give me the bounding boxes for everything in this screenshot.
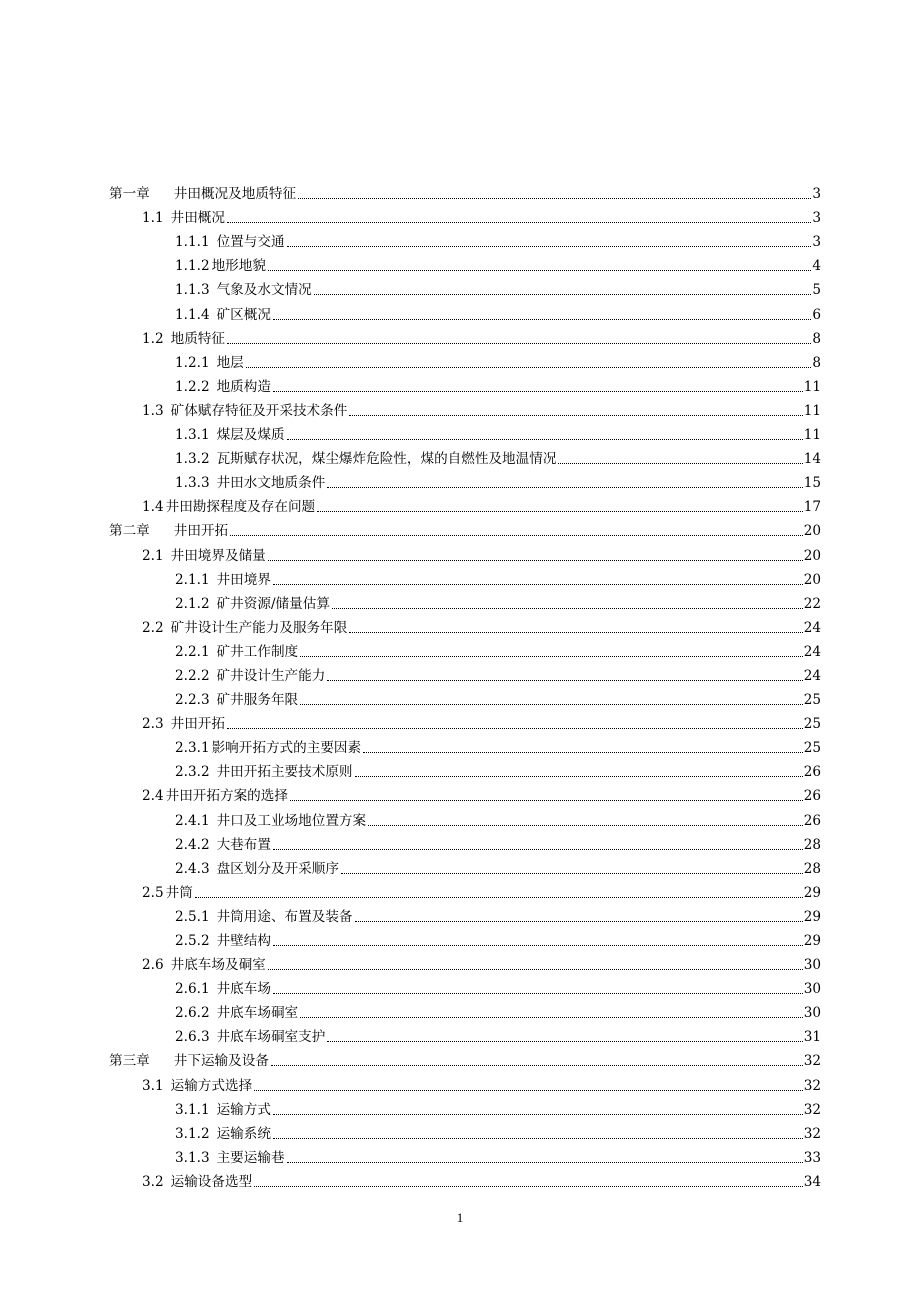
toc-entry-page: 8 [812, 330, 821, 347]
toc-dot-leader [268, 560, 803, 561]
toc-entry-title: 井田境界 [216, 571, 271, 588]
toc-entry-page: 3 [812, 186, 821, 203]
toc-entry-title: 矿区概况 [216, 306, 271, 323]
toc-entry-number: 2.4.2 [175, 836, 210, 853]
toc-entry[interactable] [109, 250, 821, 274]
toc-entry-title: 地形地貌 [211, 258, 266, 275]
toc-entry-title: 井田水文地质条件 [216, 475, 326, 492]
toc-entry-number: 3.1.2 [175, 1125, 210, 1142]
toc-entry-page: 25 [803, 716, 821, 733]
toc-entry-number: 第一章 [109, 186, 150, 203]
toc-dot-leader [230, 535, 803, 536]
toc-entry-number: 1.1.2 [175, 258, 210, 275]
toc-dot-leader [227, 222, 811, 223]
toc-entry-page: 32 [803, 1125, 821, 1142]
toc-dot-leader [314, 294, 812, 295]
toc-entry-number: 2.1.2 [175, 595, 210, 612]
toc-dot-leader [287, 439, 803, 440]
toc-entry-title: 瓦斯赋存状况，煤尘爆炸危险性，煤的自燃性及地温情况 [216, 451, 557, 468]
toc-dot-leader [355, 921, 803, 922]
toc-entry-number: 2.3 [142, 716, 164, 733]
toc-entry[interactable] [109, 949, 821, 973]
toc-entry[interactable] [109, 226, 821, 250]
toc-entry[interactable] [109, 274, 821, 298]
toc-dot-leader [287, 1162, 803, 1163]
toc-dot-leader [268, 270, 811, 271]
toc-entry-title: 位置与交通 [216, 234, 285, 251]
toc-entry-page: 28 [803, 836, 821, 853]
toc-entry[interactable] [109, 1069, 821, 1093]
toc-entry-title: 矿体赋存特征及开采技术条件 [170, 402, 348, 419]
toc-entry-number: 1.4 [142, 499, 164, 516]
toc-dot-leader [327, 1041, 802, 1042]
toc-entry-number: 2.1.1 [175, 571, 210, 588]
toc-entry[interactable] [109, 829, 821, 853]
toc-entry-page: 24 [803, 619, 821, 636]
toc-entry-title: 井底车场 [216, 981, 271, 998]
toc-entry-title: 井底车场硐室 [216, 1005, 299, 1022]
toc-entry-title: 井田勘探程度及存在问题 [165, 499, 316, 516]
toc-entry[interactable] [109, 323, 821, 347]
toc-entry-page: 5 [812, 282, 821, 299]
toc-entry[interactable] [109, 925, 821, 949]
toc-entry-number: 1.1 [142, 210, 164, 227]
toc-entry-number: 1.2.2 [175, 378, 210, 395]
toc-entry-title: 矿井设计生产能力及服务年限 [170, 619, 348, 636]
toc-entry[interactable] [109, 564, 821, 588]
toc-entry-title: 井田开拓主要技术原则 [216, 764, 353, 781]
toc-entry-title: 影响开拓方式的主要因素 [211, 740, 362, 757]
toc-entry-title: 地质构造 [216, 378, 271, 395]
toc-entry-title: 井壁结构 [216, 933, 271, 949]
toc-dot-leader [273, 319, 811, 320]
toc-entry-number: 2.6 [142, 957, 164, 974]
toc-entry-number: 第三章 [109, 1053, 150, 1070]
toc-entry[interactable] [109, 515, 821, 539]
toc-entry-page: 29 [803, 884, 821, 901]
toc-dot-leader [363, 752, 803, 753]
toc-entry-title: 井田开拓 [173, 523, 229, 540]
toc-entry-title: 井底车场及硐室 [170, 957, 266, 974]
toc-entry[interactable] [109, 901, 821, 925]
toc-entry[interactable] [109, 347, 821, 371]
toc-entry[interactable] [109, 178, 821, 202]
toc-entry-number: 2.6.1 [175, 981, 210, 998]
toc-entry-number: 1.2 [142, 330, 164, 347]
toc-entry-title: 矿井工作制度 [216, 643, 299, 660]
toc-dot-leader [341, 873, 803, 874]
toc-entry[interactable] [109, 491, 821, 515]
toc-entry-page: 26 [803, 812, 821, 829]
toc-dot-leader [300, 1017, 803, 1018]
toc-entry-page: 25 [803, 692, 821, 709]
toc-entry-page: 11 [803, 402, 821, 419]
toc-entry-number: 3.2 [142, 1173, 164, 1190]
toc-dot-leader [368, 825, 803, 826]
toc-entry-title: 矿井设计生产能力 [216, 667, 326, 684]
toc-entry-page: 28 [803, 860, 821, 877]
toc-entry-page: 3 [812, 210, 821, 227]
toc-entry[interactable] [109, 756, 821, 780]
toc-entry-number: 2.2.1 [175, 643, 210, 660]
toc-entry-number: 1.3.1 [175, 427, 210, 444]
toc-entry[interactable] [109, 539, 821, 563]
page-number: 1 [456, 1210, 464, 1225]
toc-entry-title: 运输方式 [216, 1101, 271, 1118]
toc-entry-page: 3 [812, 234, 821, 251]
toc-entry-page: 34 [803, 1173, 821, 1190]
toc-dot-leader [227, 343, 811, 344]
toc-entry[interactable] [109, 732, 821, 756]
toc-entry-number: 1.3.3 [175, 475, 210, 492]
toc-entry-title: 井筒 [165, 884, 193, 901]
toc-entry[interactable] [109, 202, 821, 226]
toc-entry-title: 井田境界及储量 [170, 547, 266, 564]
toc-entry-page: 30 [803, 1005, 821, 1022]
toc-entry-title: 井田开拓方案的选择 [165, 788, 288, 805]
toc-entry[interactable] [109, 997, 821, 1021]
toc-entry[interactable] [109, 612, 821, 636]
toc-entry-page: 25 [803, 740, 821, 757]
toc-entry-number: 1.3 [142, 402, 164, 419]
toc-entry-page: 17 [803, 499, 821, 516]
toc-dot-leader [246, 367, 812, 368]
toc-entry[interactable] [109, 1118, 821, 1142]
toc-entry-number: 3.1.1 [175, 1101, 210, 1118]
toc-entry-title: 运输设备选型 [170, 1173, 253, 1190]
toc-entry[interactable] [109, 660, 821, 684]
toc-entry[interactable] [109, 419, 821, 443]
toc-entry-title: 井筒用途、布置及装备 [216, 908, 353, 925]
toc-entry-page: 20 [803, 571, 821, 588]
toc-entry-page: 26 [803, 788, 821, 805]
toc-entry-number: 2.3.1 [175, 740, 210, 757]
toc-entry[interactable] [109, 467, 821, 491]
toc-dot-leader [298, 198, 811, 199]
toc-entry[interactable] [109, 1166, 821, 1190]
toc-entry-page: 20 [803, 547, 821, 564]
toc-dot-leader [287, 246, 812, 247]
toc-entry-title: 地层 [216, 354, 244, 371]
table-of-contents [109, 178, 821, 1190]
toc-entry-page: 24 [803, 667, 821, 684]
toc-entry[interactable] [109, 853, 821, 877]
toc-dot-leader [254, 1186, 803, 1187]
toc-entry-number: 1.1.3 [175, 282, 210, 299]
toc-entry-page: 11 [803, 427, 821, 444]
toc-dot-leader [254, 1090, 803, 1091]
toc-dot-leader [558, 463, 802, 464]
toc-entry-title: 煤层及煤质 [216, 427, 285, 444]
toc-entry[interactable] [109, 1142, 821, 1166]
toc-entry[interactable] [109, 443, 821, 467]
toc-entry-page: 31 [803, 1029, 821, 1046]
toc-dot-leader [273, 1138, 803, 1139]
toc-entry-number: 2.4.1 [175, 812, 210, 829]
toc-dot-leader [349, 632, 802, 633]
toc-entry-title: 井下运输及设备 [173, 1053, 269, 1070]
toc-entry-number: 2.5 [142, 884, 164, 901]
toc-entry-number: 2.4 [142, 788, 164, 805]
toc-entry[interactable] [109, 804, 821, 828]
toc-dot-leader [300, 704, 803, 705]
toc-dot-leader [195, 897, 803, 898]
toc-dot-leader [268, 969, 803, 970]
toc-entry-page: 11 [803, 378, 821, 395]
toc-entry[interactable] [109, 780, 821, 804]
toc-entry-page: 32 [803, 1053, 821, 1070]
toc-dot-leader [271, 1065, 803, 1066]
toc-entry-title: 运输系统 [216, 1125, 271, 1142]
toc-entry[interactable] [109, 877, 821, 901]
toc-entry-number: 2.5.2 [175, 933, 210, 949]
toc-dot-leader [355, 776, 803, 777]
toc-entry-title: 运输方式选择 [170, 1077, 253, 1094]
toc-entry[interactable] [109, 708, 821, 732]
toc-entry[interactable] [109, 636, 821, 660]
toc-entry-page: 20 [803, 523, 821, 540]
toc-entry-number: 2.2.3 [175, 692, 210, 709]
toc-entry-page: 15 [803, 475, 821, 492]
toc-entry-page: 6 [812, 306, 821, 323]
toc-entry-page: 32 [803, 1077, 821, 1094]
toc-entry-page: 32 [803, 1101, 821, 1118]
toc-entry-number: 1.1.1 [175, 234, 210, 251]
toc-entry-page: 30 [803, 981, 821, 998]
toc-entry-title: 地质特征 [170, 330, 225, 347]
toc-entry-page: 24 [803, 643, 821, 660]
toc-entry-number: 3.1.3 [175, 1149, 210, 1166]
toc-entry-number: 2.4.3 [175, 860, 210, 877]
toc-dot-leader [273, 391, 803, 392]
toc-entry-number: 2.6.3 [175, 1029, 210, 1046]
toc-entry[interactable] [109, 973, 821, 997]
toc-entry-page: 29 [803, 933, 821, 949]
toc-dot-leader [273, 584, 803, 585]
toc-entry-number: 2.2 [142, 619, 164, 636]
toc-entry[interactable] [109, 371, 821, 395]
toc-dot-leader [327, 680, 802, 681]
toc-entry[interactable] [109, 588, 821, 612]
toc-entry-number: 3.1 [142, 1077, 164, 1094]
toc-entry-title: 大巷布置 [216, 836, 271, 853]
toc-entry-number: 1.2.1 [175, 354, 210, 371]
toc-entry[interactable] [109, 395, 821, 419]
toc-dot-leader [273, 849, 803, 850]
toc-dot-leader [273, 993, 803, 994]
toc-dot-leader [332, 608, 803, 609]
toc-dot-leader [317, 511, 803, 512]
toc-entry-title: 井底车场硐室支护 [216, 1029, 326, 1046]
toc-entry-number: 2.3.2 [175, 764, 210, 781]
toc-entry-number: 2.2.2 [175, 667, 210, 684]
toc-entry-page: 22 [803, 595, 821, 612]
toc-entry-page: 30 [803, 957, 821, 974]
toc-dot-leader [290, 800, 803, 801]
toc-entry-page: 4 [812, 258, 821, 275]
toc-entry-title: 井田开拓 [170, 716, 225, 733]
toc-entry-number: 1.3.2 [175, 451, 210, 468]
toc-entry-page: 14 [803, 451, 821, 468]
toc-entry-title: 井田概况及地质特征 [173, 186, 297, 203]
toc-entry-title: 矿井资源/储量估算 [216, 595, 330, 612]
toc-dot-leader [327, 487, 802, 488]
toc-dot-leader [349, 415, 802, 416]
toc-entry-page: 8 [812, 354, 821, 371]
toc-dot-leader [227, 728, 803, 729]
toc-entry[interactable] [109, 1045, 821, 1069]
toc-dot-leader [273, 1114, 803, 1115]
toc-entry-number: 第二章 [109, 523, 150, 540]
toc-entry[interactable] [109, 1094, 821, 1118]
toc-entry-number: 2.1 [142, 547, 164, 564]
toc-entry-page: 26 [803, 764, 821, 781]
toc-entry-title: 矿井服务年限 [216, 692, 299, 709]
toc-entry-title: 盘区划分及开采顺序 [216, 860, 339, 877]
toc-dot-leader [300, 656, 803, 657]
toc-entry-title: 主要运输巷 [216, 1149, 285, 1166]
toc-entry-number: 2.6.2 [175, 1005, 210, 1022]
toc-entry[interactable] [109, 1021, 821, 1045]
toc-entry-number: 2.5.1 [175, 908, 210, 925]
toc-entry-title: 井口及工业场地位置方案 [216, 812, 367, 829]
toc-entry-title: 井田概况 [170, 210, 225, 227]
toc-dot-leader [273, 945, 803, 946]
toc-entry-title: 气象及水文情况 [216, 282, 312, 299]
toc-entry-page: 33 [803, 1149, 821, 1166]
toc-entry[interactable] [109, 684, 821, 708]
toc-entry-number: 1.1.4 [175, 306, 210, 323]
toc-entry-page: 29 [803, 908, 821, 925]
toc-entry[interactable] [109, 298, 821, 322]
